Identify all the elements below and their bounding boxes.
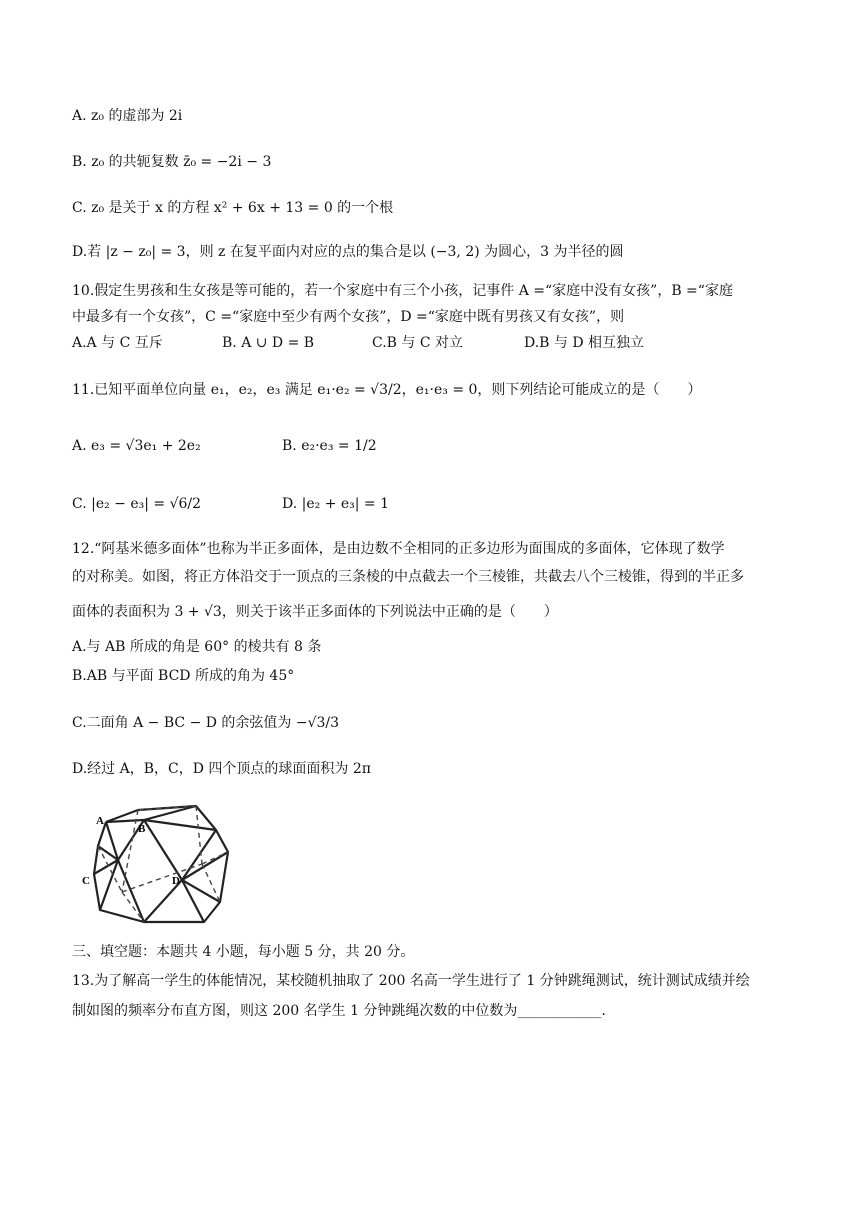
q10-option-d: D.B 与 D 相互独立: [524, 335, 645, 351]
q12-stem-line2: 的对称美。如图，将正方体沿交于一顶点的三条棱的中点截去一个三棱锥，共截去八个三棱锥，得到的半正多: [72, 569, 744, 585]
figure-label-a: A: [96, 815, 104, 827]
q13-line1: 13.为了解高一学生的体能情况，某校随机抽取了 200 名高一学生进行了 1 分钟跳绳测试，统计测试成绩并绘: [72, 973, 750, 989]
q10-option-b: B. A ∪ D = B: [222, 335, 315, 351]
q13-line2: 制如图的频率分布直方图，则这 200 名学生 1 分钟跳绳次数的中位数为____________.: [72, 1003, 606, 1019]
q12-stem-line3: 面体的表面积为 3 + √3，则关于该半正多面体的下列说法中正确的是（ ）: [72, 604, 558, 620]
q12-option-c: C.二面角 A − BC − D 的余弦值为 −√3/3: [72, 715, 340, 731]
q9-option-a: A. z₀ 的虚部为 2i: [72, 108, 183, 124]
q12-stem-line1: 12.“阿基米德多面体”也称为半正多面体，是由边数不全相同的正多边形为面围成的多面体，它体现了数学: [72, 541, 725, 557]
q10-option-c: C.B 与 C 对立: [372, 335, 464, 351]
q11-option-b: B. e₂·e₃ = 1/2: [282, 438, 377, 454]
q9-option-c: C. z₀ 是关于 x 的方程 x² + 6x + 13 = 0 的一个根: [72, 200, 394, 216]
q12-option-a: A.与 AB 所成的角是 60° 的棱共有 8 条: [72, 639, 322, 655]
figure-label-b: B: [138, 823, 146, 835]
q9-option-d: D.若 |z − z₀| = 3，则 z 在复平面内对应的点的集合是以 (−3, 2) 为圆心，3 为半径的圆: [72, 244, 624, 260]
figure-label-d: D: [172, 875, 180, 887]
q11-option-d: D. |e₂ + e₃| = 1: [282, 496, 390, 512]
semi-regular-polyhedron-figure: [78, 792, 248, 932]
q10-stem-line2: 中最多有一个女孩”，C =“家庭中至少有两个女孩”，D =“家庭中既有男孩又有女孩”，则: [72, 309, 625, 325]
q12-option-d: D.经过 A，B，C，D 四个顶点的球面面积为 2π: [72, 761, 371, 777]
figure-label-c: C: [82, 875, 90, 887]
section-heading: 三、填空题：本题共 4 小题，每小题 5 分，共 20 分。: [72, 944, 415, 960]
q10-option-a: A.A 与 C 互斥: [72, 335, 163, 351]
q9-option-b: B. z₀ 的共轭复数 z̄₀ = −2i − 3: [72, 154, 272, 170]
q12-option-b: B.AB 与平面 BCD 所成的角为 45°: [72, 668, 295, 684]
q11-option-c: C. |e₂ − e₃| = √6/2: [72, 496, 202, 512]
q11-stem: 11.已知平面单位向量 e₁，e₂，e₃ 满足 e₁·e₂ = √3/2，e₁·e₃ = 0，则下列结论可能成立的是（ ）: [72, 382, 702, 398]
q10-stem-line1: 10.假定生男孩和生女孩是等可能的，若一个家庭中有三个小孩，记事件 A =“家庭中没有女孩”，B =“家庭: [72, 283, 733, 299]
q11-option-a: A. e₃ = √3e₁ + 2e₂: [72, 438, 201, 454]
